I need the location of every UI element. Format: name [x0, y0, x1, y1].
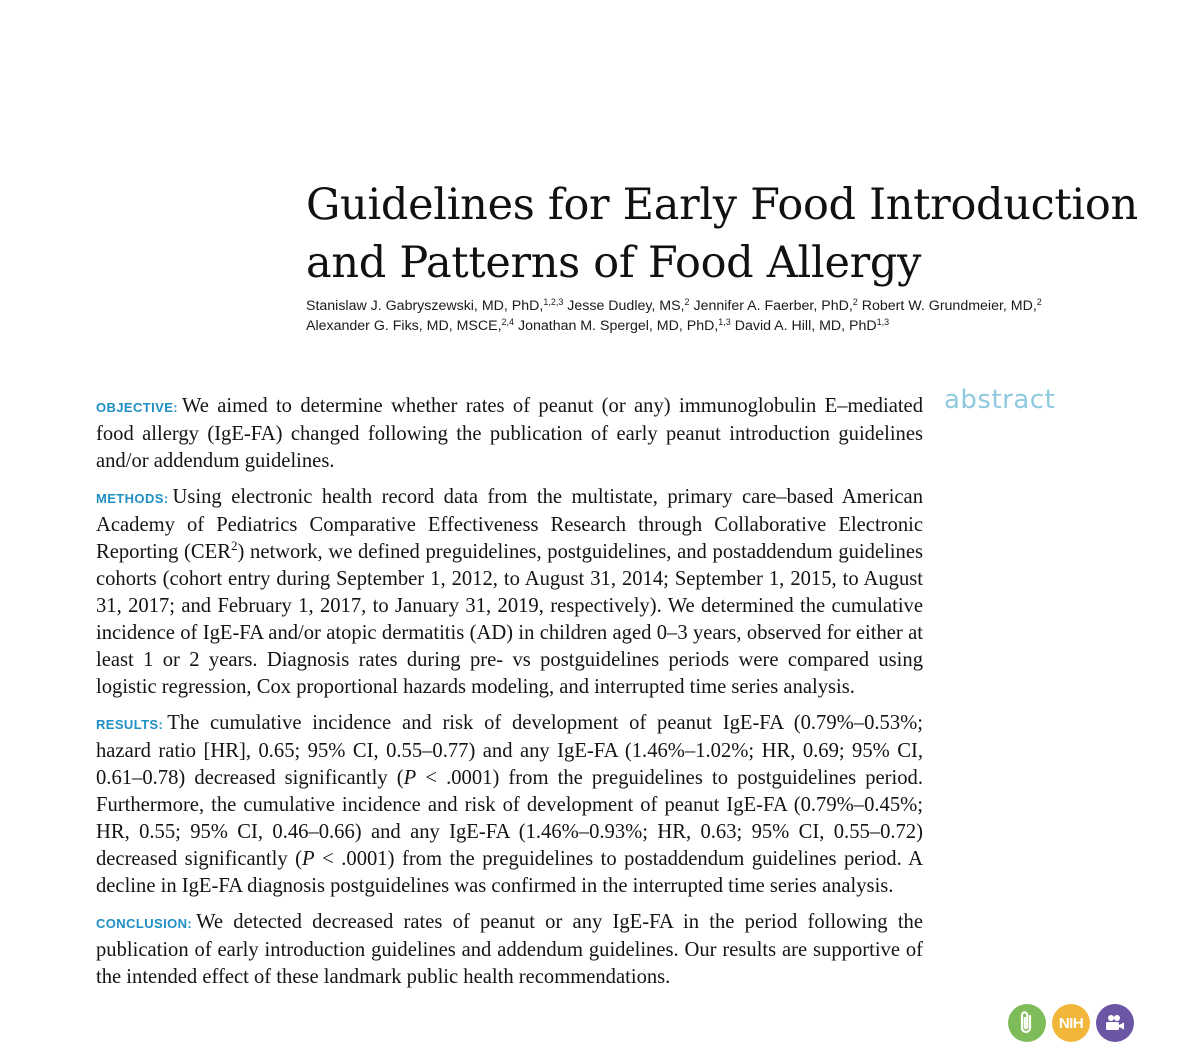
methods-text-part-1: Using electronic health record data from the multistate, primary care–based American Academy of Pediatrics Comparative Effectiveness Research through Collaborative Electronic Reporting (CER: [96, 486, 923, 563]
author-list: [306, 296, 1186, 336]
nih-badge-label: NIH: [1058, 1014, 1084, 1032]
article-title: [306, 176, 1186, 292]
p-value-symbol: P: [403, 767, 417, 789]
abstract-conclusion: [96, 909, 923, 991]
author-affiliation: 2,4: [501, 317, 515, 327]
abstract-objective: [96, 393, 923, 475]
author-name: Jonathan M. Spergel, MD, PhD,: [517, 318, 719, 334]
methods-superscript: 2: [230, 538, 238, 553]
author-affiliation: 1,3: [876, 317, 890, 327]
abstract-methods: [96, 484, 923, 701]
abstract-results: [96, 710, 923, 900]
nih-badge-icon[interactable]: [1052, 1004, 1090, 1042]
results-text-part-2: < .0001) from the preguidelines to postguidelines period. Furthermore, the cumulative incidence and risk of development of peanut IgE-FA (0.79%–0.45%; HR, 0.55; 95% CI, 0.46–0.66) and any IgE-FA (1.46%–0.93%; HR, 0.63; 95% CI, 0.55–0.72) decreased significantly (: [96, 767, 923, 870]
objective-text: We aimed to determine whether rates of peanut (or any) immunoglobulin E–mediated food allergy (IgE-FA) changed following the publication of early peanut introduction guidelines and/or addendum guidelines.: [96, 395, 923, 472]
author-affiliation: 2: [852, 297, 858, 307]
methods-text-part-2: ) network, we defined preguidelines, postguidelines, and postaddendum guidelines cohorts (cohort entry during September 1, 2012, to August 31, 2014; September 1, 2015, to August 31, 2017; and February 1, 2017, to January 31, 2019, respectively). We determined the cumulative incidence of IgE-FA and/or atopic dermatitis (AD) in children aged 0–3 years, observed for either at least 1 or 2 years. Diagnosis rates during pre- vs postguidelines periods were compared using logistic regression, Cox proportional hazards modeling, and interrupted time series analysis.: [96, 541, 923, 698]
results-text-part-3: < .0001) from the preguidelines to postaddendum guidelines period. A decline in IgE-FA diagnosis postguidelines was confirmed in the interrupted time series analysis.: [96, 848, 923, 897]
author-affiliation: 1,2,3: [543, 297, 564, 307]
author-name: David A. Hill, MD, PhD: [734, 318, 877, 334]
abstract-body: [96, 393, 923, 1000]
author-affiliation: 2: [1036, 297, 1042, 307]
paperclip-icon[interactable]: [1008, 1004, 1046, 1042]
article-title-line-2: and Patterns of Food Allergy: [306, 238, 922, 288]
author-line-1: [306, 296, 1186, 316]
author-name: Jesse Dudley, MS,: [567, 298, 685, 314]
article-title-line-1: Guidelines for Early Food Introduction: [306, 180, 1138, 230]
author-name: Robert W. Grundmeier, MD,: [861, 298, 1037, 314]
author-affiliation: 1,3: [718, 317, 731, 327]
results-heading: RESULTS:: [96, 717, 164, 732]
conclusion-text: We detected decreased rates of peanut or any IgE-FA in the period following the publication of early introduction guidelines and addendum guidelines. Our results are supportive of the intended effect of these landmark public health recommendations.: [96, 911, 923, 988]
p-value-symbol: P: [302, 848, 315, 870]
author-affiliation: 2: [684, 297, 690, 307]
author-name: Jennifer A. Faerber, PhD,: [693, 298, 853, 314]
author-name: Alexander G. Fiks, MD, MSCE,: [306, 318, 502, 334]
objective-heading: OBJECTIVE:: [96, 400, 179, 415]
methods-heading: METHODS:: [96, 491, 169, 506]
abstract-section-label: abstract: [944, 385, 1056, 415]
author-line-2: [306, 316, 1186, 336]
video-camera-icon[interactable]: [1096, 1004, 1134, 1042]
conclusion-heading: CONCLUSION:: [96, 916, 193, 931]
author-name: Stanislaw J. Gabryszewski, MD, PhD,: [306, 298, 544, 314]
results-text-part-1: The cumulative incidence and risk of development of peanut IgE-FA (0.79%–0.53%; hazard ratio [HR], 0.65; 95% CI, 0.55–0.77) and any IgE-FA (1.46%–1.02%; HR, 0.69; 95% CI, 0.61–0.78) decreased significantly (: [96, 712, 923, 789]
